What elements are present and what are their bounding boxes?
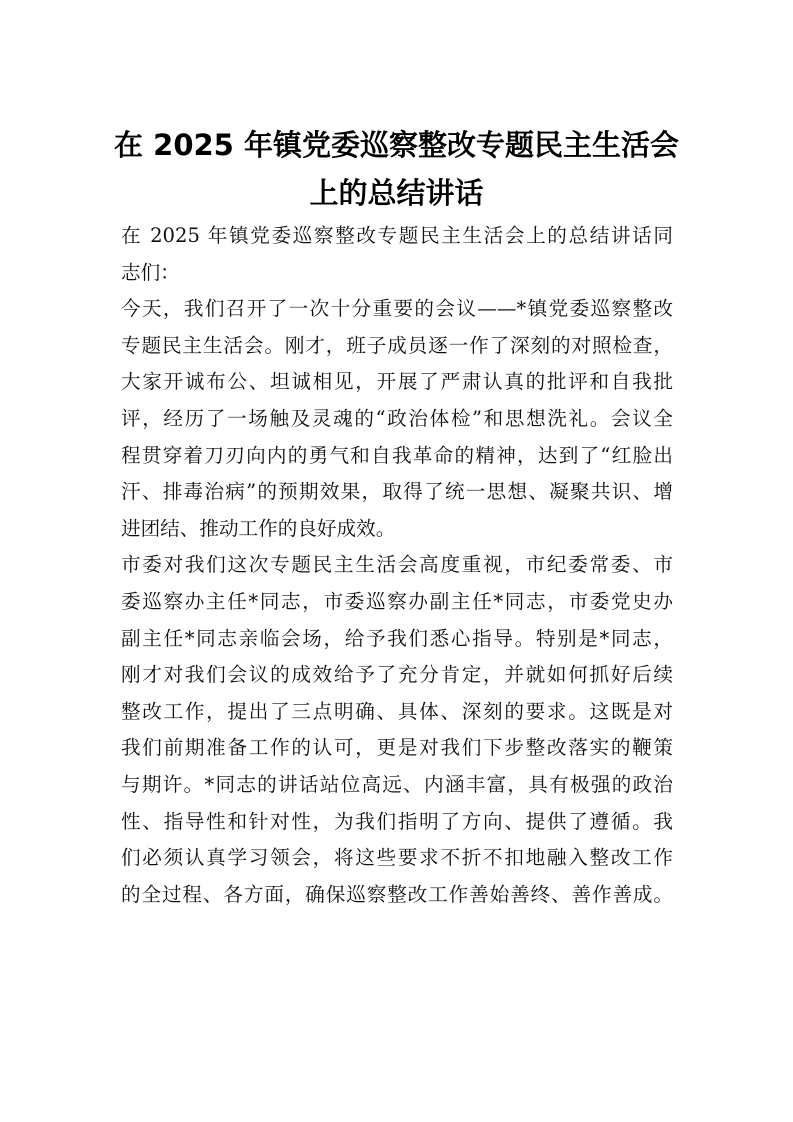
body-line: 汗、排毒治病”的预期效果，取得了统一思想、凝聚共识、增 (121, 480, 673, 504)
body-line: 大家开诚布公、坦诚相见，开展了严肃认真的批评和自我批 (121, 370, 673, 394)
body-line: 的全过程、各方面，确保巡察整改工作善始善终、善作善成。 (121, 882, 673, 906)
title-line-1: 在 2025 年镇党委巡察整改专题民主生活会 (114, 128, 679, 162)
body-line: 与期许。*同志的讲话站位高远、内涵丰富，具有极强的政治 (121, 772, 673, 796)
document-title (100, 121, 693, 217)
body-line: 市委对我们这次专题民主生活会高度重视，市纪委常委、市 (121, 553, 673, 577)
body-line: 志们： (121, 260, 180, 284)
body-line: 在 2025 年镇党委巡察整改专题民主生活会上的总结讲话同 (121, 224, 673, 247)
body-line: 程贯穿着刀刃向内的勇气和自我革命的精神，达到了“红脸出 (121, 443, 673, 467)
body-line: 副主任*同志亲临会场，给予我们悉心指导。特别是*同志， (121, 626, 673, 650)
body-line: 评，经历了一场触及灵魂的“政治体检”和思想洗礼。会议全 (121, 406, 673, 430)
body-line: 我们前期准备工作的认可，更是对我们下步整改落实的鞭策 (121, 736, 673, 760)
body-line: 委巡察办主任*同志，市委巡察办副主任*同志，市委党史办 (121, 589, 673, 613)
body-line: 整改工作，提出了三点明确、具体、深刻的要求。这既是对 (121, 699, 673, 723)
body-line: 专题民主生活会。刚才，班子成员逐一作了深刻的对照检查， (121, 333, 673, 357)
body-line: 性、指导性和针对性，为我们指明了方向、提供了遵循。我 (121, 809, 673, 833)
body-line: 刚才对我们会议的成效给予了充分肯定，并就如何抓好后续 (121, 663, 673, 687)
document-body (121, 218, 673, 913)
title-line-2: 上的总结讲话 (309, 176, 484, 210)
body-line: 们必须认真学习领会，将这些要求不折不扣地融入整改工作 (121, 846, 673, 870)
body-line: 进团结、推动工作的良好成效。 (121, 516, 396, 540)
body-line: 今天，我们召开了一次十分重要的会议——*镇党委巡察整改 (121, 297, 673, 321)
